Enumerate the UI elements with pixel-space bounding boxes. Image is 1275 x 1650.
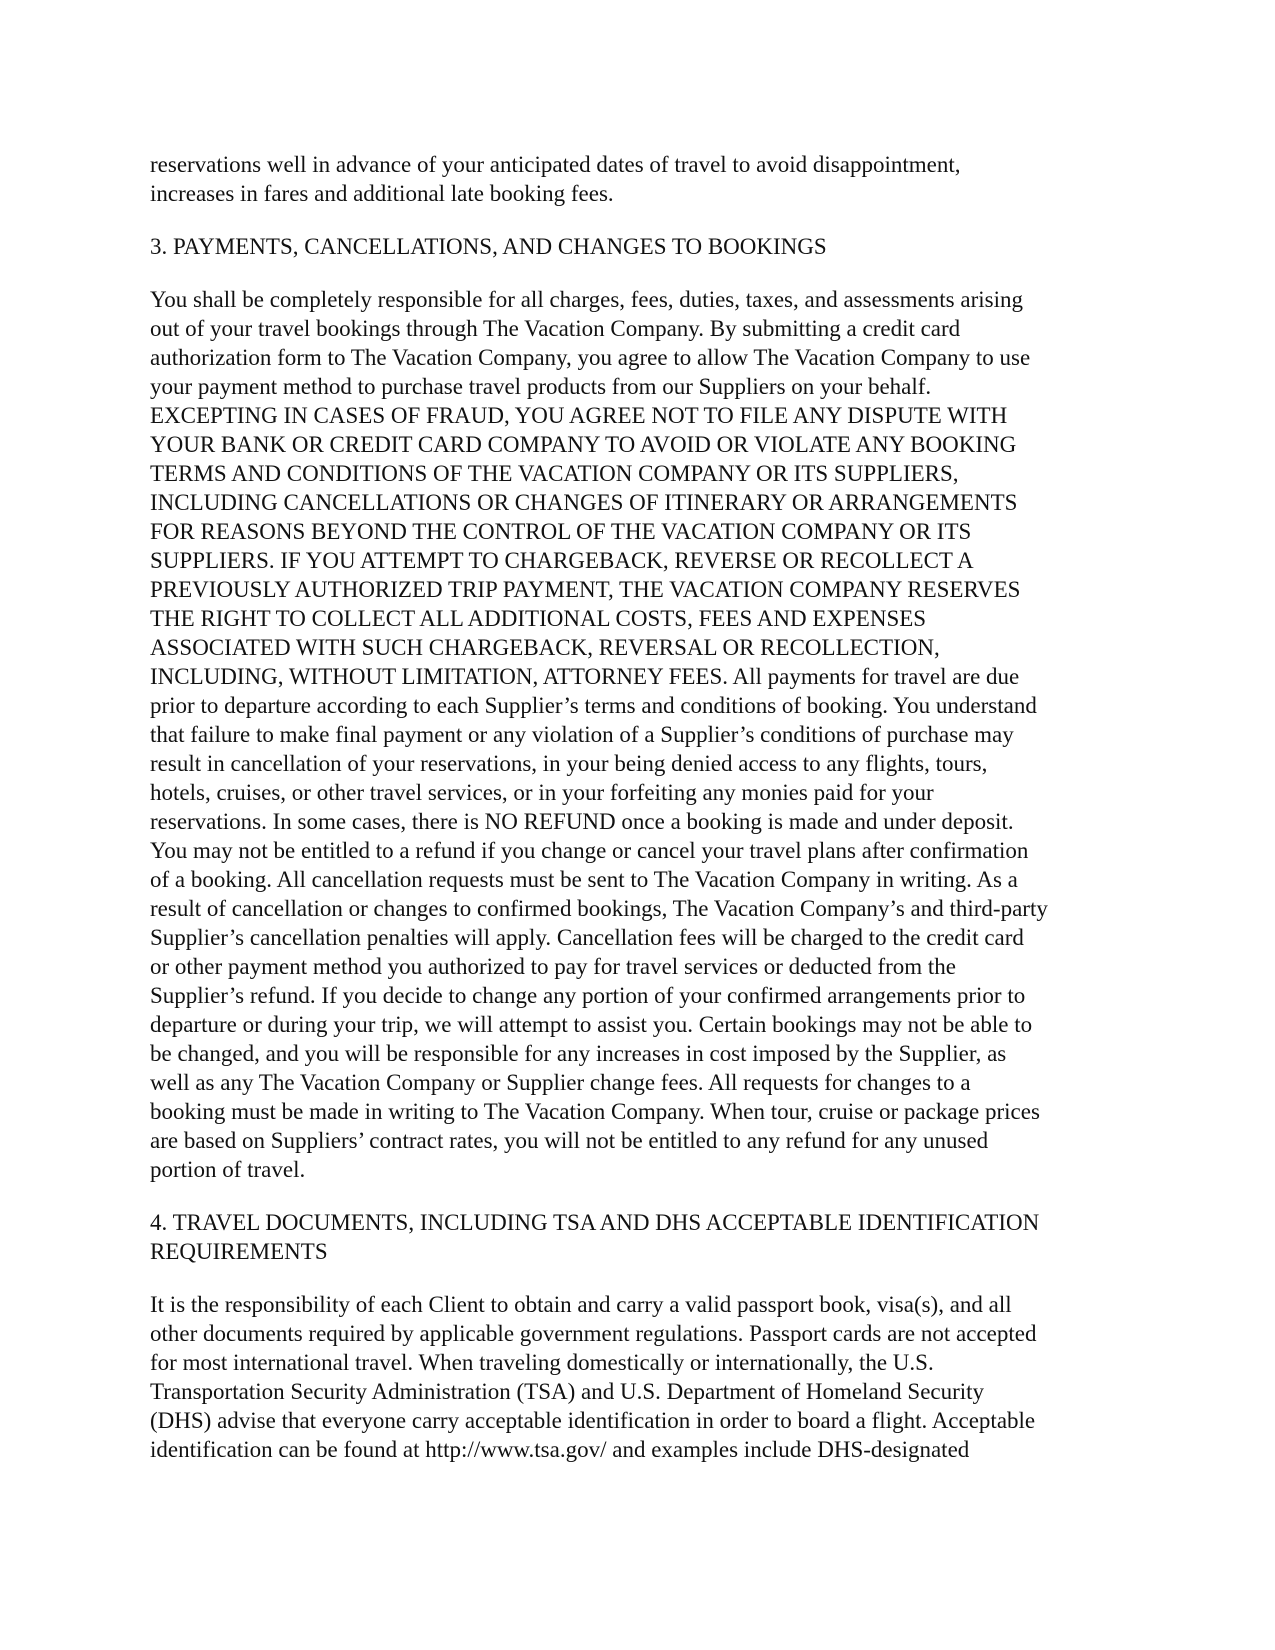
section-4-body: It is the responsibility of each Client to obtain and carry a valid passport book, visa(s), and all other documents required by applicable government regulations. Passport cards are not accepted for most international travel. When traveling domestically or internationally, the U.S. Transportation Security Administration (TSA) and U.S. Department of Homeland Security (DHS) advise that everyone carry acceptable identification in order to board a flight. Acceptable identification can be found at http://www.tsa.gov/ and examples include DHS-designated: [150, 1292, 1037, 1462]
section-4-heading: 4. TRAVEL DOCUMENTS, INCLUDING TSA AND DHS ACCEPTABLE IDENTIFICATION REQUIREMENTS: [150, 1210, 1040, 1264]
intro-paragraph: reservations well in advance of your anticipated dates of travel to avoid disappointment, increases in fares and additional late booking fees.: [150, 152, 961, 206]
section-3-body: You shall be completely responsible for all charges, fees, duties, taxes, and assessments arising out of your travel bookings through The Vacation Company. By submitting a credit card authorization form to The Vacation Company, you agree to allow The Vacation Company to use your payment method to purchase travel products from our Suppliers on your behalf. EXCEPTING IN CASES OF FRAUD, YOU AGREE NOT TO FILE ANY DISPUTE WITH YOUR BANK OR CREDIT CARD COMPANY TO AVOID OR VIOLATE ANY BOOKING TERMS AND CONDITIONS OF THE VACATION COMPANY OR ITS SUPPLIERS, INCLUDING CANCELLATIONS OR CHANGES OF ITINERARY OR ARRANGEMENTS FOR REASONS BEYOND THE CONTROL OF THE VACATION COMPANY OR ITS SUPPLIERS. IF YOU ATTEMPT TO CHARGEBACK, REVERSE OR RECOLLECT A PREVIOUSLY AUTHORIZED TRIP PAYMENT, THE VACATION COMPANY RESERVES THE RIGHT TO COLLECT ALL ADDITIONAL COSTS, FEES AND EXPENSES ASSOCIATED WITH SUCH CHARGEBACK, REVERSAL OR RECOLLECTION, INCLUDING, WITHOUT LIMITATION, ATTORNEY FEES. All payments for travel are due prior to departure according to each Supplier’s terms and conditions of booking. You understand that failure to make final payment or any violation of a Supplier’s conditions of purchase may result in cancellation of your reservations, in your being denied access to any flights, tours, hotels, cruises, or other travel services, or in your forfeiting any monies paid for your reservations. In some cases, there is NO REFUND once a booking is made and under deposit. You may not be entitled to a refund if you change or cancel your travel plans after confirmation of a booking. All cancellation requests must be sent to The Vacation Company in writing. As a result of cancellation or changes to confirmed bookings, The Vacation Company’s and third-party Supplier’s cancellation penalties will apply. Cancellation fees will be charged to the credit card or other payment method you authorized to pay for travel services or deducted from the Supplier’s refund. If you decide to change any portion of your confirmed arrangements prior to departure or during your trip, we will attempt to assist you. Certain bookings may not be able to be changed, and you will be responsible for any increases in cost imposed by the Supplier, as well as any The Vacation Company or Supplier change fees. All requests for changes to a booking must be made in writing to The Vacation Company. When tour, cruise or package prices are based on Suppliers’ contract rates, you will not be entitled to any refund for any unused portion of travel.: [150, 287, 1048, 1182]
section-3-heading: 3. PAYMENTS, CANCELLATIONS, AND CHANGES TO BOOKINGS: [150, 234, 827, 259]
document-page: [150, 150, 1140, 1464]
